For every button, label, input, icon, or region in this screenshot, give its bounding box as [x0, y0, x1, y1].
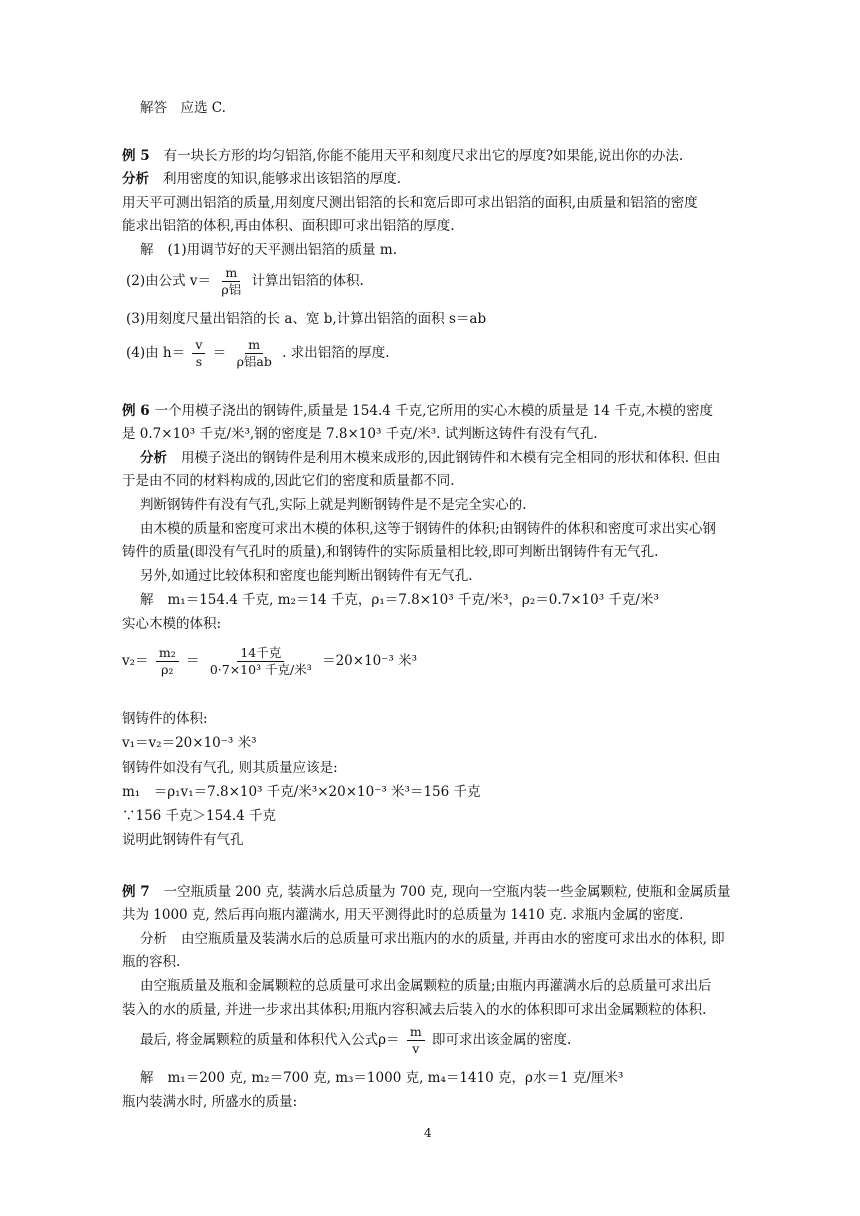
- paragraph-line: 实心木模的体积:: [122, 616, 222, 632]
- solution-label: 解: [140, 592, 154, 608]
- denominator: v: [412, 1041, 420, 1056]
- equals-sign: ＝: [186, 653, 200, 669]
- fraction: [192, 337, 205, 370]
- analysis-label: 分析: [140, 450, 167, 466]
- numerator: m: [407, 1024, 425, 1041]
- step-text: (1)用调节好的天平测出铝箔的质量 m.: [167, 242, 398, 258]
- solution-label: 解: [140, 1070, 154, 1086]
- example-6-question: [122, 401, 713, 421]
- paragraph-line: 判断钢铸件有没有气孔,实际上就是判断钢铸件是不是完全实心的.: [140, 497, 527, 513]
- solution-step-1: [140, 240, 397, 260]
- paragraph-line: 于是由不同的材料构成的,因此它们的密度和质量都不同.: [122, 473, 455, 489]
- example-7-question: [122, 882, 731, 902]
- numerator: v: [192, 337, 205, 354]
- paragraph-line: 钢铸件如没有气孔, 则其质量应该是:: [122, 760, 338, 776]
- paragraph-line: 是 0.7×10³ 千克/米³,钢的密度是 7.8×10³ 千克/米³. 试判断这铸件有没有气孔.: [122, 426, 598, 442]
- denominator: s: [195, 354, 203, 369]
- numerator: 14千克: [237, 645, 284, 662]
- fraction: [234, 337, 275, 370]
- step-text: 计算出铝箔的体积.: [251, 273, 364, 289]
- paragraph-line: 用天平可测出铝箔的质量,用刻度尺测出铝箔的长和宽后即可求出铝箔的面积,由质量和铝箔的密度: [122, 195, 698, 211]
- solution-given: [140, 590, 659, 610]
- analysis-text: 用模子浇出的钢铸件是利用木模来成形的,因此钢铸件和木模有完全相同的形状和体积. 但由: [181, 450, 721, 466]
- paragraph-line: v₁＝v₂＝20×10⁻³ 米³: [122, 735, 257, 751]
- solution-step-4: [126, 337, 390, 370]
- step-text: . 求出铝箔的厚度.: [282, 345, 390, 361]
- equation-text: ＝20×10⁻³ 米³: [322, 653, 417, 669]
- paragraph-line: 钢铸件的体积:: [122, 711, 208, 727]
- example-7-analysis: [140, 929, 725, 949]
- paragraph-line: 瓶的容积.: [122, 954, 181, 970]
- denominator: ρ铝ab: [236, 354, 272, 369]
- wood-volume-equation: [122, 645, 417, 678]
- denominator: ρ铝: [221, 282, 242, 297]
- example-5-question: [122, 146, 683, 166]
- analysis-label: 分析: [140, 931, 167, 947]
- fraction: [407, 1024, 425, 1057]
- paragraph-text: 最后, 将金属颗粒的质量和体积代入公式ρ＝: [140, 1032, 400, 1048]
- paragraph-line: 共为 1000 克, 然后再向瓶内灌满水, 用天平测得此时的总质量为 1410 克. 求瓶内金属的密度.: [122, 907, 684, 923]
- analysis-text: 利用密度的知识,能够求出该铝箔的厚度.: [163, 171, 402, 187]
- paragraph-line: 能求出铝箔的体积,再由体积、面积即可求出铝箔的厚度.: [122, 218, 455, 234]
- numerator: m: [222, 265, 240, 282]
- page-number: 4: [424, 1126, 432, 1140]
- paragraph-line: ∵156 千克＞154.4 千克: [122, 808, 276, 824]
- paragraph-line: 瓶内装满水时, 所盛水的质量:: [122, 1094, 298, 1110]
- analysis-text: 由空瓶质量及装满水后的总质量可求出瓶内的水的质量, 并再由水的密度可求出水的体积, 即: [181, 931, 725, 947]
- paragraph-line: 铸件的质量(即没有气孔时的质量),和钢铸件的实际质量相比较,即可判断出钢铸件有无气孔.: [122, 544, 659, 560]
- fraction: [207, 645, 315, 678]
- numerator: m₂: [156, 645, 179, 662]
- answer-line: 解答 应选 C.: [140, 100, 226, 116]
- example-5-question-text: 有一块长方形的均匀铝箔,你能不能用天平和刻度尺求出它的厚度?如果能,说出你的办法.: [163, 148, 684, 164]
- step-text: (4)由 h＝: [126, 345, 186, 361]
- fraction: [218, 265, 244, 298]
- example-5-label: 例 5: [122, 148, 150, 164]
- question-text: 一空瓶质量 200 克, 装满水后总质量为 700 克, 现向一空瓶内装一些金属颗粒, 使瓶和金属质量: [163, 884, 731, 900]
- equals-sign: ＝: [212, 345, 227, 361]
- numerator: m: [245, 337, 263, 354]
- example-6-label: 例 6: [122, 403, 150, 419]
- given-values: m₁＝154.4 千克, m₂＝14 千克，ρ₁＝7.8×10³ 千克/米³，ρ₂＝0.7×10³ 千克/米³: [167, 592, 659, 608]
- example-7-label: 例 7: [122, 884, 150, 900]
- paragraph-line: 由空瓶质量及瓶和金属颗粒的总质量可求出金属颗粒的质量;由瓶内再灌满水后的总质量可求出后: [140, 978, 712, 994]
- denominator: 0·7×10³ 千克/米³: [209, 662, 312, 677]
- question-text: 一个用模子浇出的钢铸件,质量是 154.4 千克,它所用的实心木模的质量是 14 千克,木模的密度: [154, 403, 713, 419]
- paragraph-line: m₁ ＝ρ₁v₁＝7.8×10³ 千克/米³×20×10⁻³ 米³＝156 千克: [122, 784, 481, 800]
- step-text: (2)由公式 v＝: [126, 273, 212, 289]
- example-6-analysis: [140, 448, 720, 468]
- example-5-analysis: [122, 169, 401, 189]
- fraction: [156, 645, 179, 678]
- paragraph-text: 即可求出该金属的密度.: [431, 1032, 572, 1048]
- solution-given: [140, 1068, 623, 1088]
- denominator: ρ₂: [161, 662, 174, 677]
- solution-step-2: [126, 265, 364, 298]
- paragraph-line: 说明此钢铸件有气孔: [122, 832, 244, 848]
- solution-step-3: (3)用刻度尺量出铝箔的长 a、宽 b,计算出铝箔的面积 s＝ab: [126, 311, 487, 327]
- paragraph-line: 装入的水的质量, 并进一步求出其体积;用瓶内容积减去后装入的水的体积即可求出金属颗粒的体积.: [122, 1002, 707, 1018]
- solution-label: 解: [140, 242, 154, 258]
- paragraph-line: 由木模的质量和密度可求出木模的体积,这等于钢铸件的体积;由钢铸件的体积和密度可求出实心钢: [140, 521, 716, 537]
- paragraph-line: 另外,如通过比较体积和密度也能判断出钢铸件有无气孔.: [140, 568, 473, 584]
- analysis-label: 分析: [122, 171, 149, 187]
- formula-line: [140, 1024, 571, 1057]
- given-values: m₁＝200 克, m₂＝700 克, m₃＝1000 克, m₄＝1410 克，ρ水＝1 克/厘米³: [167, 1070, 624, 1086]
- equation-text: v₂＝: [122, 653, 149, 669]
